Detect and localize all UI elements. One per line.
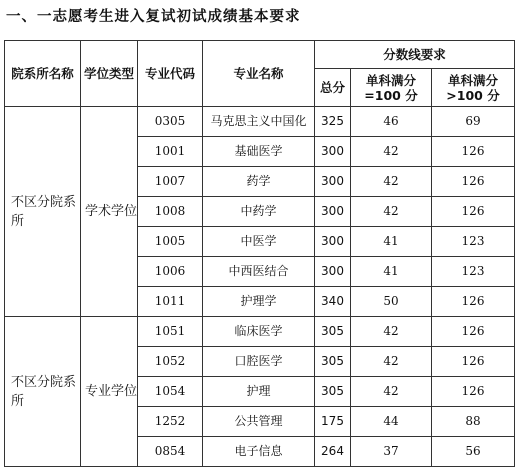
- major-name-cell: 电子信息: [203, 437, 315, 467]
- total-score-cell: 300: [315, 137, 351, 167]
- single-100-cell: 42: [351, 197, 432, 227]
- single-100-cell: 42: [351, 377, 432, 407]
- single-gt100-cell: 56: [432, 437, 515, 467]
- total-score-cell: 300: [315, 257, 351, 287]
- total-score-cell: 264: [315, 437, 351, 467]
- single-100-cell: 41: [351, 227, 432, 257]
- header-score-group-label: 分数线要求: [383, 47, 446, 62]
- major-name-cell: 护理: [203, 377, 315, 407]
- total-score-cell: 300: [315, 197, 351, 227]
- dept-cell: 不区分院系所: [5, 317, 81, 467]
- single-gt100-cell: 126: [432, 197, 515, 227]
- major-name-cell: 护理学: [203, 287, 315, 317]
- header-single-100-label: 单科满分=100 分: [364, 72, 418, 103]
- major-code-cell: 1006: [138, 257, 203, 287]
- header-row-top: [5, 41, 515, 69]
- single-gt100-cell: 126: [432, 137, 515, 167]
- single-100-cell: 42: [351, 167, 432, 197]
- header-code-label: 专业代码: [144, 66, 195, 81]
- major-name-cell: 中药学: [203, 197, 315, 227]
- single-100-cell: 41: [351, 257, 432, 287]
- single-gt100-cell: 126: [432, 317, 515, 347]
- header-single-gt100-label: 单科满分>100 分: [446, 72, 500, 103]
- major-name-cell: 中医学: [203, 227, 315, 257]
- single-gt100-cell: 126: [432, 287, 515, 317]
- header-type: [81, 41, 138, 107]
- major-code-cell: 1252: [138, 407, 203, 437]
- major-code-cell: 1005: [138, 227, 203, 257]
- header-dept-label: 院系所名称: [11, 66, 74, 81]
- header-name-label: 专业名称: [233, 66, 284, 81]
- single-gt100-cell: 126: [432, 347, 515, 377]
- total-score-cell: 305: [315, 377, 351, 407]
- header-score-group: [315, 41, 515, 69]
- single-100-cell: 42: [351, 347, 432, 377]
- total-score-cell: 300: [315, 167, 351, 197]
- major-name-cell: 中西医结合: [203, 257, 315, 287]
- dept-cell: 不区分院系所: [5, 107, 81, 317]
- major-name-cell: 公共管理: [203, 407, 315, 437]
- single-gt100-cell: 69: [432, 107, 515, 137]
- degree-type-cell: 专业学位: [81, 317, 138, 467]
- total-score-cell: 300: [315, 227, 351, 257]
- header-total: [315, 69, 351, 107]
- major-code-cell: 0854: [138, 437, 203, 467]
- total-score-cell: 305: [315, 347, 351, 377]
- single-100-cell: 37: [351, 437, 432, 467]
- major-code-cell: 1051: [138, 317, 203, 347]
- score-requirements-table: [4, 40, 515, 467]
- major-code-cell: 1001: [138, 137, 203, 167]
- total-score-cell: 340: [315, 287, 351, 317]
- major-name-cell: 临床医学: [203, 317, 315, 347]
- header-total-label: 总分: [319, 80, 345, 95]
- single-gt100-cell: 123: [432, 227, 515, 257]
- single-gt100-cell: 88: [432, 407, 515, 437]
- header-code: [138, 41, 203, 107]
- single-100-cell: 44: [351, 407, 432, 437]
- major-code-cell: 1052: [138, 347, 203, 377]
- single-gt100-cell: 126: [432, 377, 515, 407]
- major-code-cell: 1011: [138, 287, 203, 317]
- total-score-cell: 305: [315, 317, 351, 347]
- single-100-cell: 42: [351, 137, 432, 167]
- single-gt100-cell: 123: [432, 257, 515, 287]
- total-score-cell: 325: [315, 107, 351, 137]
- table-body: [5, 107, 515, 467]
- major-code-cell: 1008: [138, 197, 203, 227]
- header-dept: [5, 41, 81, 107]
- header-single-gt100: [432, 69, 515, 107]
- header-name: [203, 41, 315, 107]
- major-name-cell: 基础医学: [203, 137, 315, 167]
- major-name-cell: 药学: [203, 167, 315, 197]
- single-100-cell: 42: [351, 317, 432, 347]
- single-100-cell: 46: [351, 107, 432, 137]
- major-code-cell: 0305: [138, 107, 203, 137]
- table-row: [5, 317, 515, 347]
- major-name-cell: 口腔医学: [203, 347, 315, 377]
- header-type-label: 学位类型: [83, 66, 134, 81]
- major-code-cell: 1007: [138, 167, 203, 197]
- major-name-cell: 马克思主义中国化: [203, 107, 315, 137]
- degree-type-cell: 学术学位: [81, 107, 138, 317]
- table-row: [5, 107, 515, 137]
- header-single-100: [351, 69, 432, 107]
- single-gt100-cell: 126: [432, 167, 515, 197]
- single-100-cell: 50: [351, 287, 432, 317]
- total-score-cell: 175: [315, 407, 351, 437]
- page-title: 一、一志愿考生进入复试初试成绩基本要求: [6, 9, 301, 25]
- major-code-cell: 1054: [138, 377, 203, 407]
